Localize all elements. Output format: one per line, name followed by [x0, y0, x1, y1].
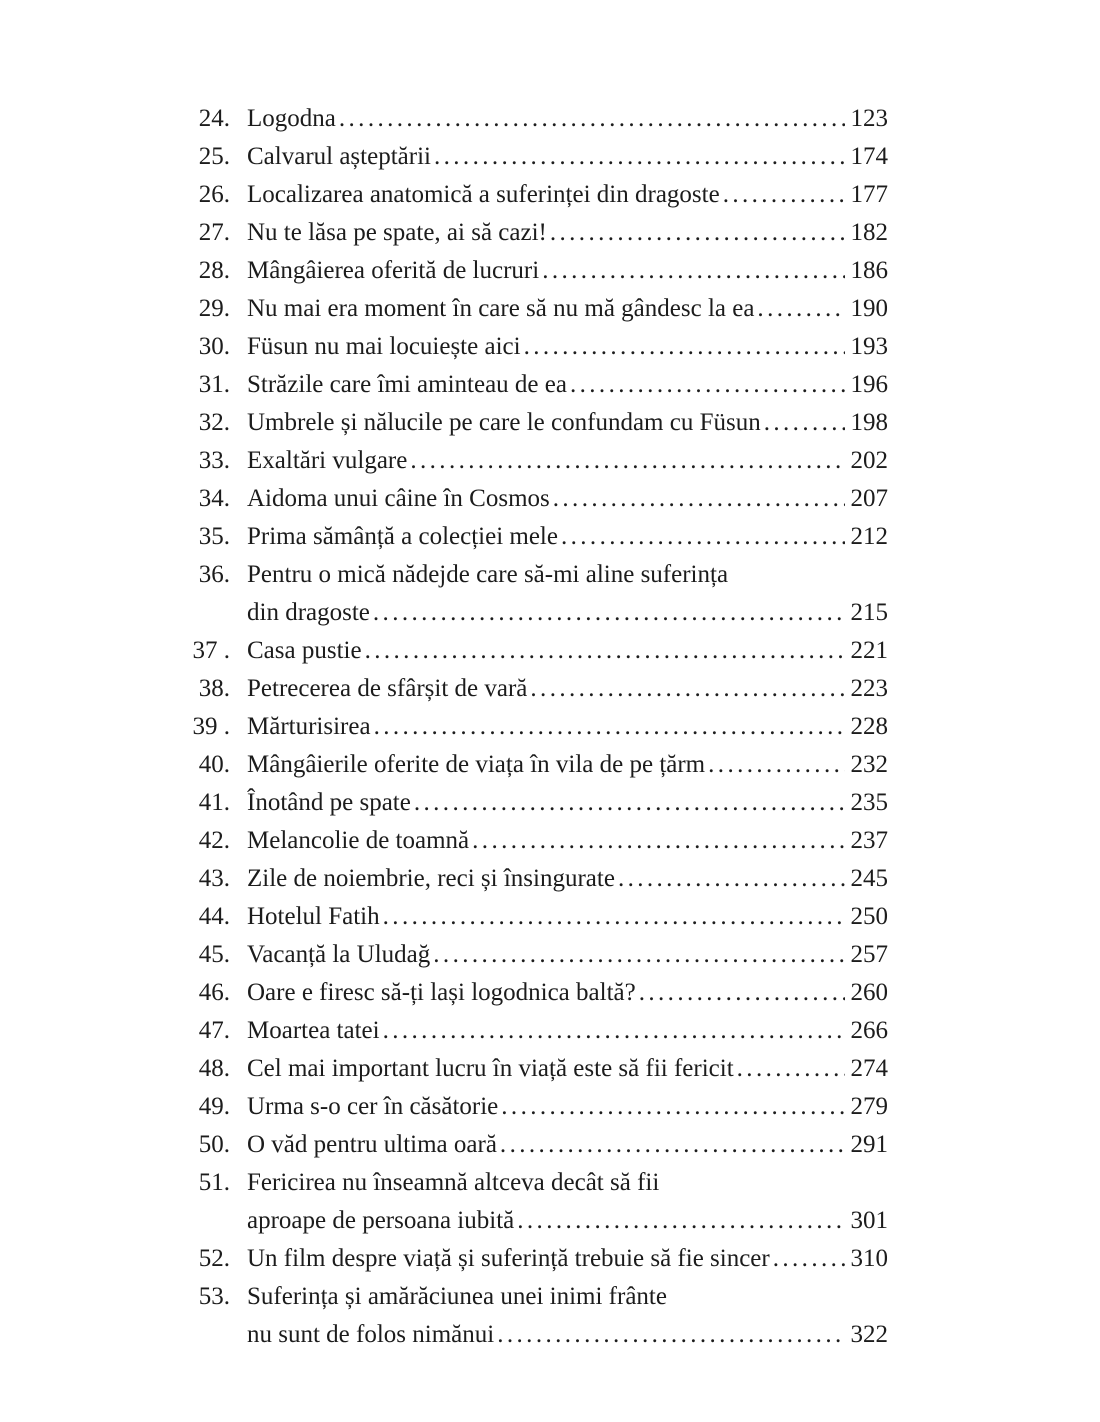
dot-leader: [773, 1240, 845, 1278]
toc-entry-number: 33.: [198, 447, 230, 474]
dot-leader: [542, 252, 844, 290]
toc-entry-title: Cel mai important lucru în viață este să fii fericit: [247, 1055, 734, 1082]
toc-entry-page-number: 190: [850, 295, 888, 322]
toc-entry: [190, 784, 888, 822]
toc-entry-row: [190, 176, 888, 214]
toc-entry-title: Calvarul așteptării: [247, 143, 431, 170]
toc-entry-title: nu sunt de folos nimănui: [247, 1321, 495, 1348]
toc-entry: [190, 480, 888, 518]
toc-entry-number: 36.: [198, 561, 230, 588]
toc-entry-page-number: 235: [850, 789, 888, 816]
toc-entry: [190, 974, 888, 1012]
toc-entry-title: Mângâierea oferită de lucruri: [247, 257, 540, 284]
toc-entry-number: 25.: [198, 143, 230, 170]
toc-entry-row: [190, 1278, 888, 1316]
toc-entry: [190, 898, 888, 936]
dot-leader: [553, 480, 845, 518]
toc-entry-number: 42.: [198, 827, 230, 854]
toc-entry: [190, 1012, 888, 1050]
toc-entry-title: Nu mai era moment în care să nu mă gândesc la ea: [247, 295, 755, 322]
dot-leader: [497, 1316, 844, 1354]
toc-entry-title: Aidoma unui câine în Cosmos: [247, 485, 550, 512]
toc-entry-number: 37 .: [192, 637, 230, 664]
toc-entry-page-number: 177: [850, 181, 888, 208]
dot-leader: [434, 138, 845, 176]
toc-entry-row: [190, 366, 888, 404]
toc-entry-row: [190, 632, 888, 670]
toc-entry-number: 38.: [198, 675, 230, 702]
toc-entry: [190, 252, 888, 290]
dot-leader: [550, 214, 845, 252]
toc-entry-title: Exaltări vulgare: [247, 447, 408, 474]
toc-entry-number: 32.: [198, 409, 230, 436]
toc-entry-row: [190, 822, 888, 860]
toc-entry-page-number: 279: [850, 1093, 888, 1120]
dot-leader: [708, 746, 844, 784]
toc-entry-number: 48.: [198, 1055, 230, 1082]
toc-entry-row: [190, 252, 888, 290]
toc-entry-row: [190, 594, 888, 632]
dot-leader: [433, 936, 844, 974]
toc-entry-title: Zile de noiembrie, reci și însingurate: [247, 865, 615, 892]
toc-entry: [190, 1050, 888, 1088]
toc-entry-page-number: 291: [850, 1131, 888, 1158]
toc-entry-page-number: 322: [850, 1321, 888, 1348]
toc-entry-title: Localizarea anatomică a suferinței din dragoste: [247, 181, 720, 208]
toc-entry-title: Logodna: [247, 105, 336, 132]
toc-entry-title: Mângâierile oferite de viața în vila de pe țărm: [247, 751, 706, 778]
toc-entry-page-number: 196: [850, 371, 888, 398]
toc-entry-row: [190, 214, 888, 252]
toc-list: [190, 100, 888, 1354]
dot-leader: [517, 1202, 844, 1240]
toc-entry: [190, 1088, 888, 1126]
toc-entry-number: 47.: [198, 1017, 230, 1044]
toc-entry-row: [190, 290, 888, 328]
toc-entry-page-number: 245: [850, 865, 888, 892]
toc-entry-title: Străzile care îmi aminteau de ea: [247, 371, 567, 398]
toc-entry-number: 53.: [198, 1283, 230, 1310]
toc-entry-row: [190, 1012, 888, 1050]
toc-entry-page-number: 301: [850, 1207, 888, 1234]
toc-entry: [190, 404, 888, 442]
toc-entry-page-number: 198: [850, 409, 888, 436]
toc-entry-page-number: 266: [850, 1017, 888, 1044]
toc-entry-page-number: 207: [850, 485, 888, 512]
toc-entry-row: [190, 1126, 888, 1164]
toc-entry-page-number: 212: [850, 523, 888, 550]
toc-entry-row: [190, 746, 888, 784]
toc-entry-row: [190, 898, 888, 936]
dot-leader: [373, 594, 845, 632]
toc-entry-title: Melancolie de toamnă: [247, 827, 470, 854]
toc-entry-number: 24.: [198, 105, 230, 132]
dot-leader: [737, 1050, 845, 1088]
toc-entry-row: [190, 556, 888, 594]
toc-entry-title: Nu te lăsa pe spate, ai să cazi!: [247, 219, 547, 246]
toc-entry-title: Oare e firesc să-ți lași logodnica baltă?: [247, 979, 636, 1006]
dot-leader: [639, 974, 845, 1012]
dot-leader: [757, 290, 844, 328]
toc-entry-page-number: 232: [850, 751, 888, 778]
toc-entry-page-number: 202: [850, 447, 888, 474]
dot-leader: [365, 632, 845, 670]
dot-leader: [383, 898, 845, 936]
toc-entry: [190, 290, 888, 328]
toc-entry: [190, 1240, 888, 1278]
toc-entry-number: 45.: [198, 941, 230, 968]
dot-leader: [618, 860, 845, 898]
toc-entry-title: Petrecerea de sfârșit de vară: [247, 675, 528, 702]
toc-entry: [190, 442, 888, 480]
toc-entry: [190, 708, 888, 746]
toc-entry-title: Moartea tatei: [247, 1017, 380, 1044]
dot-leader: [764, 404, 845, 442]
toc-entry-page-number: 250: [850, 903, 888, 930]
dot-leader: [414, 784, 845, 822]
toc-entry-row: [190, 670, 888, 708]
dot-leader: [723, 176, 845, 214]
toc-entry-title: Prima sămânță a colecției mele: [247, 523, 558, 550]
toc-entry-page-number: 237: [850, 827, 888, 854]
toc-entry-row: [190, 404, 888, 442]
toc-entry-title: Urma s-o cer în căsătorie: [247, 1093, 499, 1120]
toc-entry-number: 51.: [198, 1169, 230, 1196]
toc-entry: [190, 518, 888, 556]
toc-entry-title: O văd pentru ultima oară: [247, 1131, 497, 1158]
toc-entry-page-number: 228: [850, 713, 888, 740]
dot-leader: [339, 100, 845, 138]
toc-entry-number: 46.: [198, 979, 230, 1006]
toc-entry-title: Hotelul Fatih: [247, 903, 380, 930]
toc-entry-row: [190, 518, 888, 556]
toc-entry: [190, 1164, 888, 1240]
dot-leader: [501, 1088, 844, 1126]
toc-entry: [190, 670, 888, 708]
toc-entry-number: 40.: [198, 751, 230, 778]
toc-entry-number: 27.: [198, 219, 230, 246]
toc-entry-title: Fericirea nu înseamnă altceva decât să fii: [247, 1169, 660, 1196]
toc-entry-title: Füsun nu mai locuiește aici: [247, 333, 521, 360]
toc-entry-page-number: 215: [850, 599, 888, 626]
toc-entry: [190, 556, 888, 632]
toc-entry: [190, 632, 888, 670]
toc-entry-number: 39 .: [192, 713, 230, 740]
toc-entry-title: aproape de persoana iubită: [247, 1207, 515, 1234]
toc-entry: [190, 176, 888, 214]
toc-entry-row: [190, 1050, 888, 1088]
toc-entry-number: 31.: [198, 371, 230, 398]
toc-entry-number: 52.: [198, 1245, 230, 1272]
dot-leader: [561, 518, 845, 556]
toc-entry-title: Mărturisirea: [247, 713, 371, 740]
toc-entry-page-number: 174: [850, 143, 888, 170]
toc-entry-title: Umbrele și nălucile pe care le confundam cu Füsun: [247, 409, 761, 436]
toc-entry-page-number: 223: [850, 675, 888, 702]
dot-leader: [570, 366, 845, 404]
toc-entry: [190, 1126, 888, 1164]
toc-entry-title: Suferința și amărăciunea unei inimi frânte: [247, 1283, 667, 1310]
toc-entry-page-number: 182: [850, 219, 888, 246]
toc-entry-row: [190, 138, 888, 176]
toc-entry-row: [190, 100, 888, 138]
toc-entry-number: 49.: [198, 1093, 230, 1120]
dot-leader: [524, 328, 845, 366]
dot-leader: [472, 822, 844, 860]
toc-entry-row: [190, 1164, 888, 1202]
toc-entry-number: 41.: [198, 789, 230, 816]
toc-entry-number: 30.: [198, 333, 230, 360]
toc-entry: [190, 328, 888, 366]
toc-entry-number: 43.: [198, 865, 230, 892]
toc-entry: [190, 746, 888, 784]
toc-entry-row: [190, 480, 888, 518]
toc-entry-row: [190, 784, 888, 822]
toc-entry-number: 28.: [198, 257, 230, 284]
toc-entry-title: Vacanță la Uludağ: [247, 941, 431, 968]
toc-entry-title: Un film despre viață și suferință trebuie să fie sincer: [247, 1245, 770, 1272]
toc-entry: [190, 822, 888, 860]
toc-entry-row: [190, 1316, 888, 1354]
toc-entry-row: [190, 860, 888, 898]
toc-entry-title: Înotând pe spate: [247, 789, 411, 816]
toc-entry-number: 50.: [198, 1131, 230, 1158]
toc-entry: [190, 214, 888, 252]
toc-entry-page-number: 193: [850, 333, 888, 360]
toc-entry-row: [190, 708, 888, 746]
toc-entry: [190, 366, 888, 404]
toc-entry-title: Casa pustie: [247, 637, 362, 664]
toc-entry-row: [190, 1240, 888, 1278]
toc-entry-row: [190, 442, 888, 480]
toc-entry-title: din dragoste: [247, 599, 370, 626]
toc-entry-page-number: 274: [850, 1055, 888, 1082]
toc-entry-number: 44.: [198, 903, 230, 930]
toc-entry-row: [190, 1202, 888, 1240]
dot-leader: [500, 1126, 845, 1164]
toc-entry-title: Pentru o mică nădejde care să-mi aline suferința: [247, 561, 729, 588]
toc-entry: [190, 1278, 888, 1354]
dot-leader: [383, 1012, 845, 1050]
toc-entry: [190, 138, 888, 176]
toc-entry-page-number: 123: [850, 105, 888, 132]
toc-entry-number: 26.: [198, 181, 230, 208]
toc-entry-number: 29.: [198, 295, 230, 322]
toc-entry-row: [190, 328, 888, 366]
toc-entry-number: 35.: [198, 523, 230, 550]
toc-entry-page-number: 260: [850, 979, 888, 1006]
toc-entry-page-number: 186: [850, 257, 888, 284]
toc-entry: [190, 860, 888, 898]
toc-entry-row: [190, 936, 888, 974]
toc-entry: [190, 100, 888, 138]
dot-leader: [374, 708, 845, 746]
toc-entry-page-number: 257: [850, 941, 888, 968]
toc-entry: [190, 936, 888, 974]
dot-leader: [410, 442, 844, 480]
toc-entry-page-number: 310: [850, 1245, 888, 1272]
toc-entry-page-number: 221: [850, 637, 888, 664]
toc-entry-number: 34.: [198, 485, 230, 512]
toc-entry-row: [190, 1088, 888, 1126]
dot-leader: [530, 670, 844, 708]
toc-entry-row: [190, 974, 888, 1012]
